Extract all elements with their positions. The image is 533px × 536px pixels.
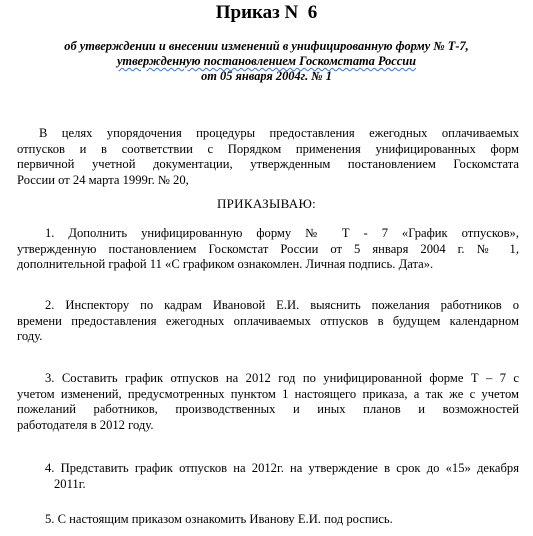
order-item-3 — [17, 371, 519, 433]
preamble-line-1: В целях упорядочения процедуры предоставления ежегодных оплачиваемых — [39, 126, 519, 140]
item-1-line-2: утвержденную постановлением Госкомстат России от 5 января 2004 г. № 1, — [17, 241, 519, 256]
order-item-4 — [17, 461, 519, 492]
item-4-line-2: 2011г. — [54, 476, 86, 491]
preamble-line-3: первичной учетной документации, утвержденным постановлением Госкомстата — [17, 157, 519, 171]
subtitle-line-1: об утверждении и внесении изменений в унифицированную форму № Т-7, — [64, 39, 469, 53]
subtitle-line-3: от 05 января 2004г. № 1 — [201, 69, 332, 83]
item-3-line-2: учетом изменений, предусмотренных пунктом 1 настоящего приказа, а так же с учетом — [17, 386, 519, 401]
item-2-line-1: 2. Инспектору по кадрам Ивановой Е.И. выяснить пожелания работников о — [45, 298, 519, 312]
order-item-2 — [17, 298, 519, 345]
item-4-line-1: 4. Представить график отпусков на 2012г. на утверждение в срок до «15» декабря — [45, 461, 519, 475]
subtitle-line-2-text: утвержденную постановлением Госкомстата России — [116, 54, 417, 68]
preamble-paragraph — [17, 126, 519, 188]
preamble-line-2: отпусков и в соответствии с Порядком применения унифицированных форм — [17, 141, 519, 156]
item-3-line-3: пожеланий работников, производственных и иных планов и возможностей — [17, 402, 519, 416]
item-5-line-1: 5. С настоящим приказом ознакомить Иванову Е.И. под роспись. — [45, 512, 393, 526]
item-2-line-2: времени предоставления ежегодных оплачиваемых отпусков в будущем календарном — [17, 313, 519, 328]
item-2-line-3: году. — [17, 329, 43, 343]
preamble-line-4: России от 24 марта 1999г. № 20, — [17, 172, 189, 187]
item-3-line-4: работодателя в 2012 году. — [17, 417, 154, 432]
order-item-5 — [17, 512, 519, 528]
order-heading: ПРИКАЗЫВАЮ: — [216, 196, 317, 211]
order-item-1 — [17, 226, 519, 273]
subtitle-line-2 — [30, 54, 503, 69]
document-title: Приказ N 6 — [215, 2, 318, 23]
item-1-line-1: 1. Дополнить унифицированную форму № Т - 7 «График отпусков», — [45, 226, 519, 240]
item-1-line-3: дополнительной графой 11 «С графиком ознакомлен. Личная подпись. Дата». — [17, 257, 434, 271]
item-3-line-1: 3. Составить график отпусков на 2012 год по унифицированной форме Т – 7 с — [45, 371, 519, 385]
